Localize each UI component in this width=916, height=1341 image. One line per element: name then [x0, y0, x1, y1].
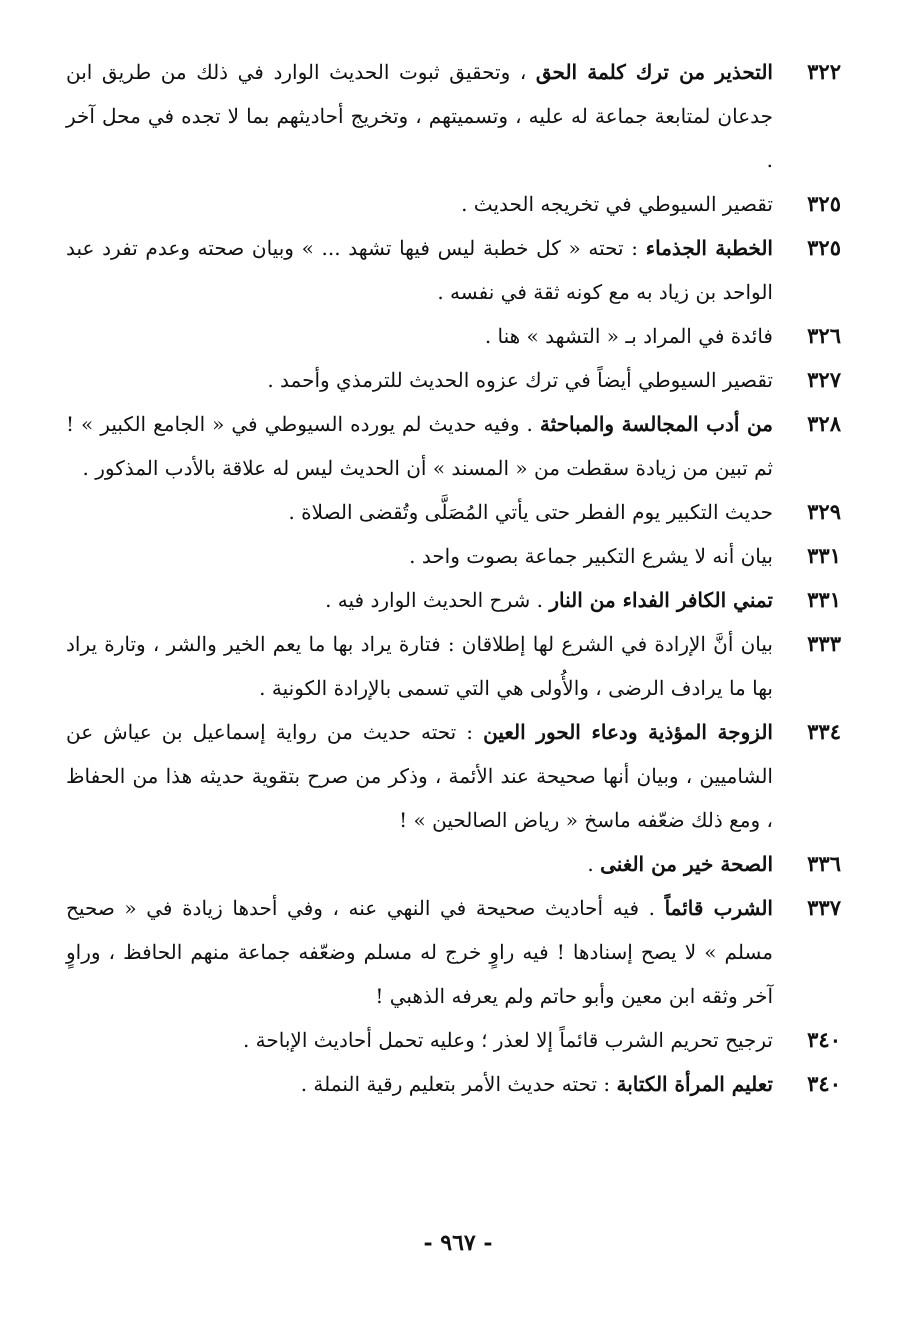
entry-body: : تحته « كل خطبة ليس فيها تشهد ... » وبيان صحته وعدم تفرد عبد الواحد بن زياد به مع كونه ثقة في نفسه . [66, 236, 773, 304]
entry-page-number: ٣٤٠ [807, 1071, 841, 1096]
index-entry [66, 842, 841, 886]
entry-text [66, 50, 773, 182]
index-entry [66, 314, 841, 358]
index-entries [66, 50, 841, 1106]
index-entry [66, 402, 841, 490]
index-entry [66, 182, 841, 226]
entry-body: تقصير السيوطي في تخريجه الحديث . [461, 192, 773, 216]
entry-body: . شرح الحديث الوارد فيه . [325, 588, 550, 612]
entry-page-number: ٣٣٦ [807, 851, 841, 876]
entry-heading: الخطبة الجذماء [645, 236, 773, 260]
entry-text [66, 622, 773, 710]
entry-text [66, 578, 773, 622]
entry-heading: التحذير من ترك كلمة الحق [535, 60, 773, 84]
entry-text [66, 534, 773, 578]
index-entry [66, 578, 841, 622]
entry-body: ، وتحقيق ثبوت الحديث الوارد في ذلك من طريق ابن جدعان لمتابعة جماعة له عليه ، وتسميتهم ، وتخريج أحاديثهم بما لا تجده في محل آخر . [66, 60, 773, 172]
entry-body: بيان أنَّ الإرادة في الشرع لها إطلاقان : فتارة يراد بها ما يعم الخير والشر ، وتارة يراد بها ما يرادف الرضى ، والأُولى هي التي تسمى بالإرادة الكونية . [66, 632, 773, 700]
entry-heading: تعليم المرأة الكتابة [616, 1072, 773, 1096]
index-entry [66, 50, 841, 182]
entry-page-number: ٣٣٣ [807, 631, 841, 656]
page-number: - ٩٦٧ - [423, 1230, 493, 1256]
index-entry [66, 490, 841, 534]
entry-text [66, 226, 773, 314]
entry-text [66, 886, 773, 1018]
index-entry [66, 1062, 841, 1106]
entry-heading: تمني الكافر الفداء من النار [549, 588, 773, 612]
entry-page-number: ٣٢٨ [807, 411, 841, 436]
entry-page-number: ٣٢٥ [807, 191, 841, 216]
entry-body: : تحته حديث الأمر بتعليم رقية النملة . [300, 1072, 617, 1096]
entry-page-number: ٣٣٧ [807, 895, 841, 920]
entry-page-number: ٣٢٩ [807, 499, 841, 524]
entry-page-number: ٣٢٥ [807, 235, 841, 260]
entry-text [66, 710, 773, 842]
index-entry [66, 226, 841, 314]
entry-page-number: ٣٣٤ [807, 719, 841, 744]
entry-body: ترجيح تحريم الشرب قائماً إلا لعذر ؛ وعليه تحمل أحاديث الإباحة . [242, 1028, 773, 1052]
entry-text [66, 358, 773, 402]
entry-page-number: ٣٣١ [807, 543, 841, 568]
entry-body: . فيه أحاديث صحيحة في النهي عنه ، وفي أحدها زيادة في « صحيح مسلم » لا يصح إسنادها ! فيه راوٍ خرج له مسلم وضعّفه جماعة منهم الحافظ ، وراوٍ آخر وثقه ابن معين وأبو حاتم ولم يعرفه الذهبي ! [66, 896, 773, 1008]
entry-heading: الشرب قائماً [664, 896, 773, 920]
index-entry [66, 1018, 841, 1062]
index-entry [66, 710, 841, 842]
entry-text [66, 1062, 773, 1106]
entry-page-number: ٣٣١ [807, 587, 841, 612]
entry-text [66, 842, 773, 886]
entry-body: . وفيه حديث لم يورده السيوطي في « الجامع الكبير » ! ثم تبين من زيادة سقطت من « المسند » أن الحديث ليس له علاقة بالأدب المذكور . [66, 412, 773, 480]
entry-page-number: ٣٢٢ [807, 59, 841, 84]
index-entry [66, 622, 841, 710]
entry-heading: الصحة خير من الغنى [600, 852, 773, 876]
entry-page-number: ٣٢٦ [807, 323, 841, 348]
entry-text [66, 314, 773, 358]
index-entry [66, 358, 841, 402]
entry-body: فائدة في المراد بـ « التشهد » هنا . [484, 324, 773, 348]
entry-page-number: ٣٢٧ [807, 367, 841, 392]
entry-body: . [587, 852, 601, 876]
entry-text [66, 1018, 773, 1062]
entry-heading: الزوجة المؤذية ودعاء الحور العين [483, 720, 773, 744]
entry-body: بيان أنه لا يشرع التكبير جماعة بصوت واحد . [409, 544, 773, 568]
index-entry [66, 534, 841, 578]
index-entry [66, 886, 841, 1018]
entry-body: تقصير السيوطي أيضاً في ترك عزوه الحديث للترمذي وأحمد . [267, 368, 773, 392]
entry-heading: من أدب المجالسة والمباحثة [539, 412, 773, 436]
entry-text [66, 490, 773, 534]
entry-text [66, 182, 773, 226]
entry-body: حديث التكبير يوم الفطر حتى يأتي المُصَلَّى وتُقضى الصلاة . [288, 500, 773, 524]
entry-text [66, 402, 773, 490]
entry-page-number: ٣٤٠ [807, 1027, 841, 1052]
entry-body: : تحته حديث من رواية إسماعيل بن عياش عن الشاميين ، وبيان أنها صحيحة عند الأئمة ، وذكر من صرح بتقوية حديثه هذا من الحفاظ ، ومع ذلك ضعّفه ماسخ « رياض الصالحين » ! [66, 720, 773, 832]
